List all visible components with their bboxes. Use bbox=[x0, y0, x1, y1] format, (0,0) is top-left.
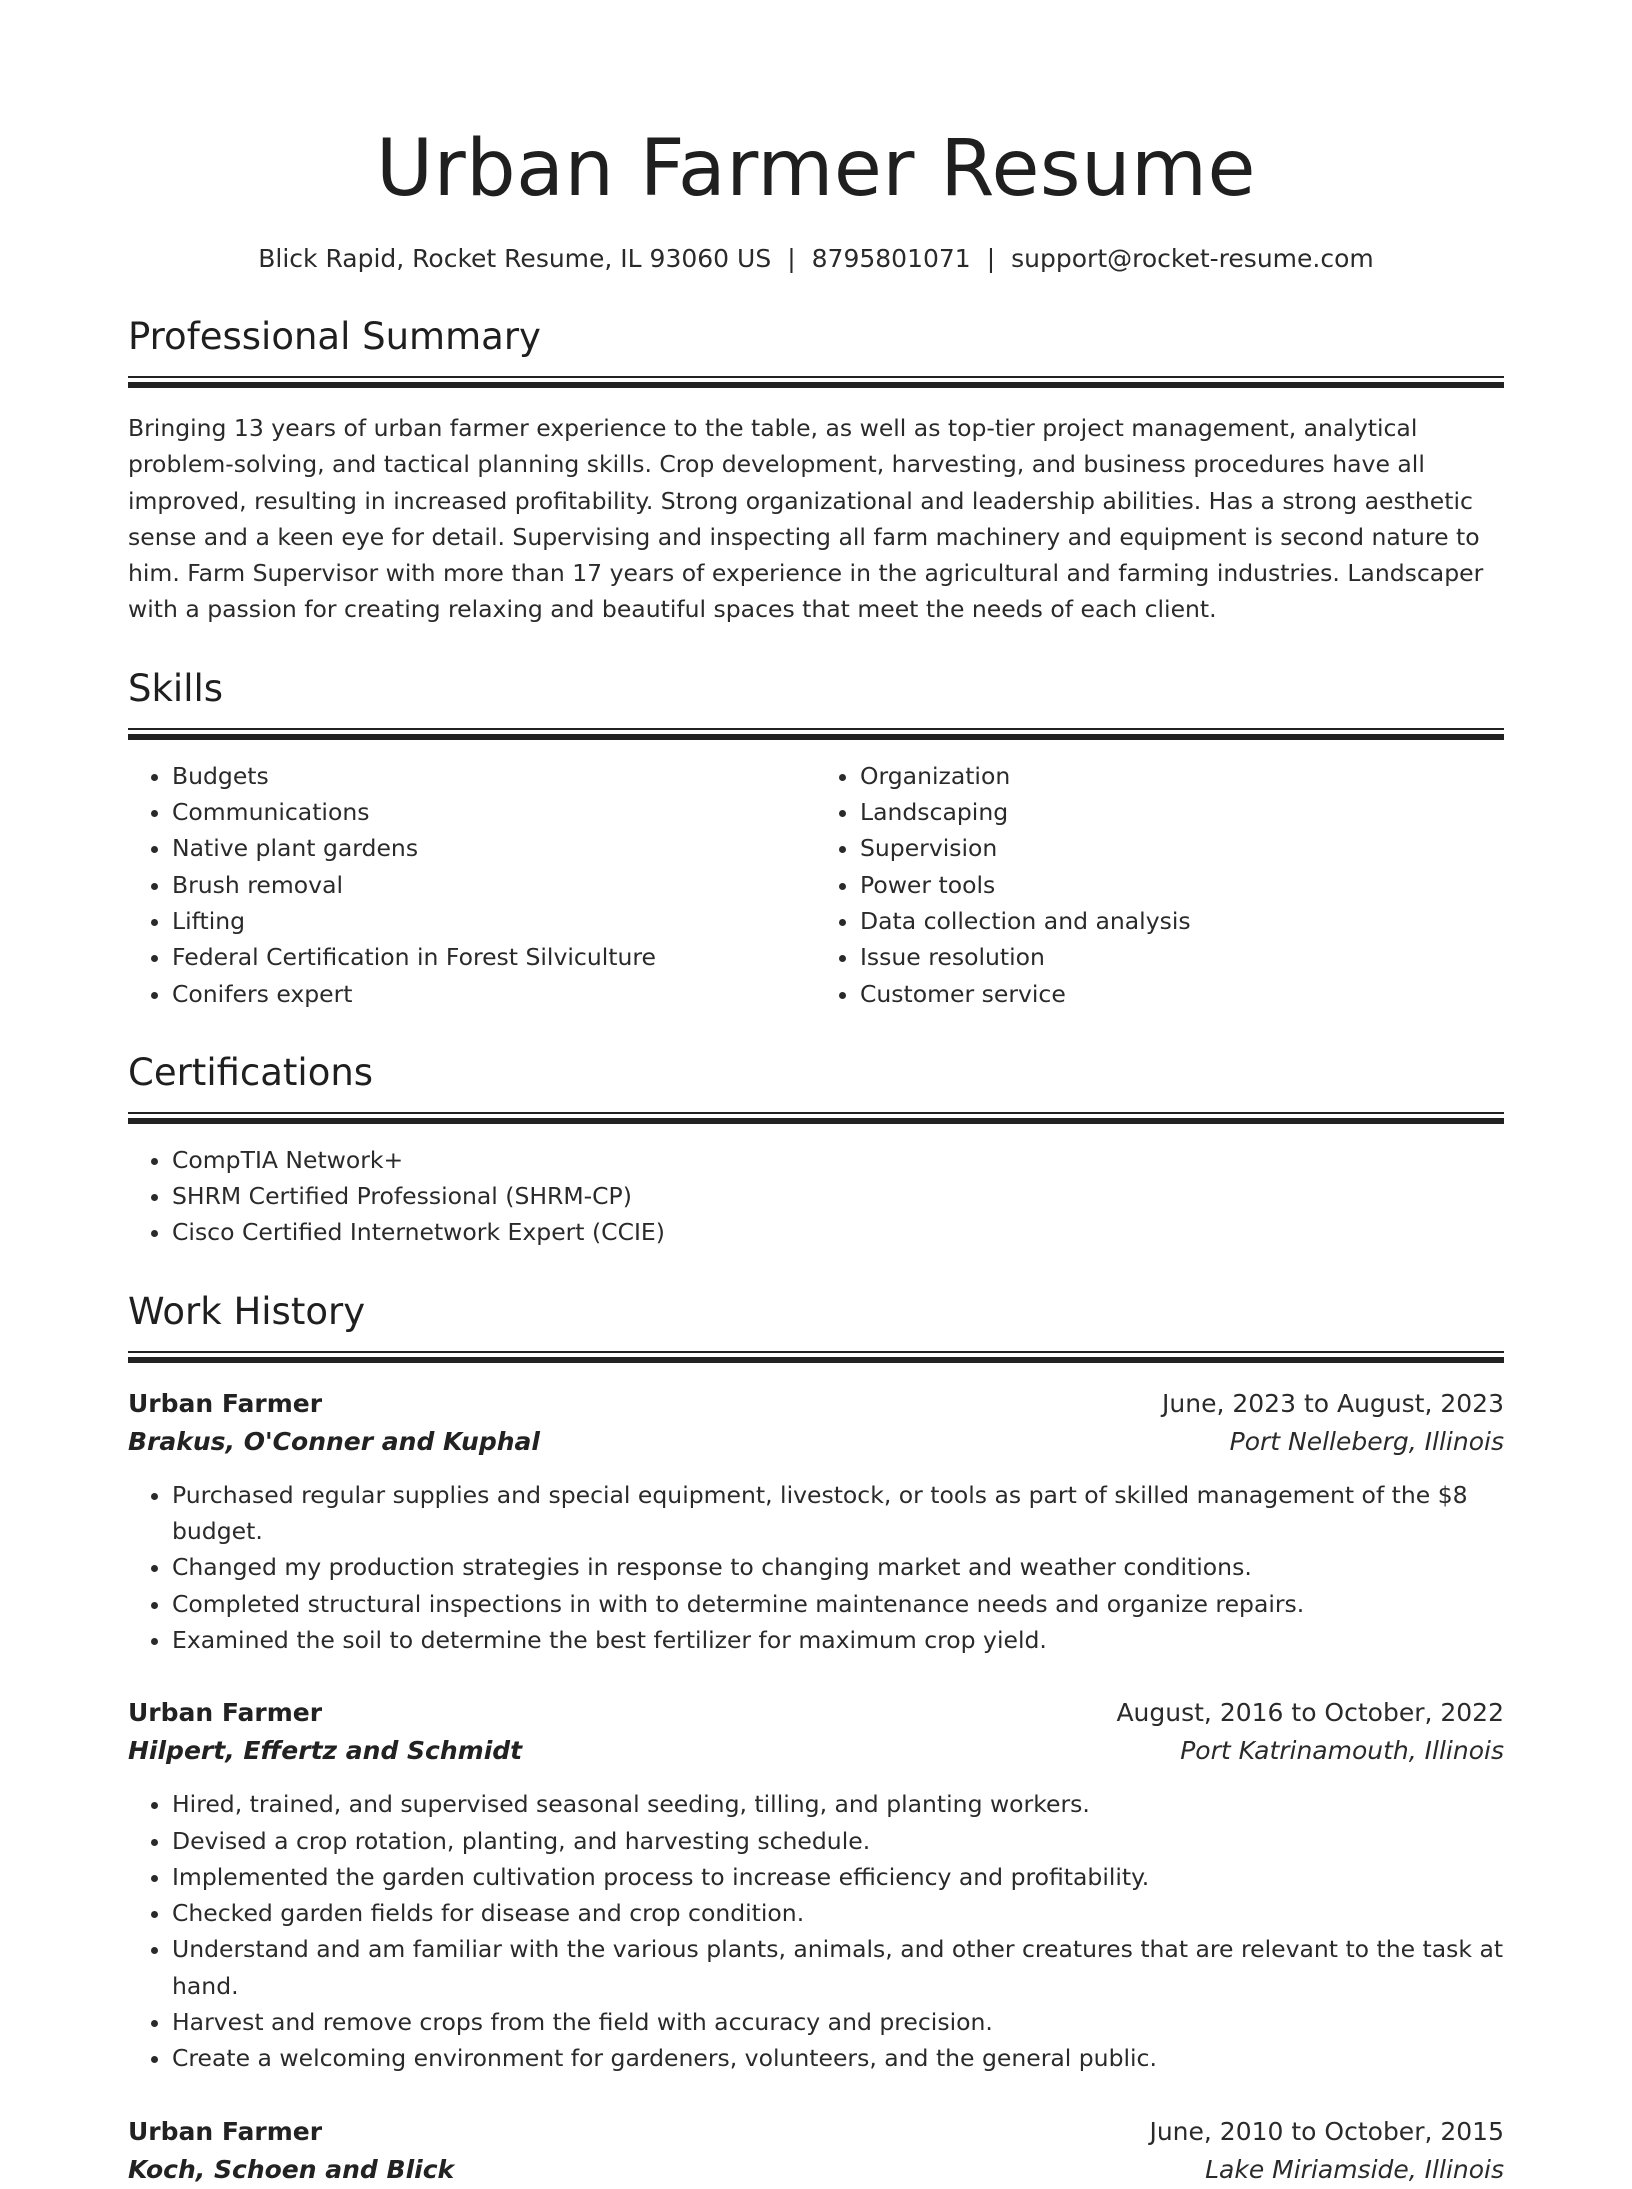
section-divider bbox=[128, 376, 1504, 388]
job-location: Port Katrinamouth, Illinois bbox=[1180, 1736, 1504, 1766]
section-heading-summary: Professional Summary bbox=[128, 315, 541, 358]
section-divider bbox=[128, 728, 1504, 740]
summary-section bbox=[128, 314, 1504, 628]
certification-item: • Cisco Certified Internetwork Expert (CCIE) bbox=[172, 1214, 1504, 1250]
section-heading-skills: Skills bbox=[128, 666, 224, 710]
job-bullet: • Devised a crop rotation, planting, and harvesting schedule. bbox=[172, 1823, 1504, 1859]
job-bullet: • Harvest and remove crops from the field with accuracy and precision. bbox=[172, 2004, 1504, 2040]
job-entry bbox=[128, 2113, 1504, 2189]
skill-item: • Conifers expert bbox=[172, 976, 816, 1012]
skill-item: • Communications bbox=[172, 794, 816, 830]
resume-title: Urban Farmer Resume bbox=[376, 124, 1256, 214]
job-location: Lake Miriamside, Illinois bbox=[1205, 2154, 1504, 2184]
job-bullet: • Examined the soil to determine the best fertilizer for maximum crop yield. bbox=[172, 1622, 1504, 1658]
job-company-row bbox=[128, 1423, 1504, 1461]
section-divider bbox=[128, 1351, 1504, 1363]
skill-item: • Landscaping bbox=[860, 794, 1504, 830]
skill-item: • Organization bbox=[860, 758, 1504, 794]
skill-item: • Customer service bbox=[860, 976, 1504, 1012]
contact-email: support@rocket-resume.com bbox=[1011, 244, 1374, 273]
job-bullet: • Implemented the garden cultivation process to increase efficiency and profitability. bbox=[172, 1859, 1504, 1895]
job-company-row bbox=[128, 2151, 1504, 2189]
skill-item: • Native plant gardens bbox=[172, 830, 816, 866]
job-bullet: • Completed structural inspections in with to determine maintenance needs and organize repairs. bbox=[172, 1586, 1504, 1622]
job-bullets bbox=[128, 1477, 1504, 1658]
job-dates: August, 2016 to October, 2022 bbox=[1116, 1698, 1504, 1728]
job-company-row bbox=[128, 1732, 1504, 1770]
section-heading-work-history: Work History bbox=[128, 1289, 366, 1333]
skills-columns bbox=[128, 758, 1504, 1012]
certifications-section bbox=[128, 1050, 1504, 1251]
job-bullet: • Checked garden fields for disease and crop condition. bbox=[172, 1895, 1504, 1931]
certification-item: • CompTIA Network+ bbox=[172, 1142, 1504, 1178]
job-dates: June, 2010 to October, 2015 bbox=[1149, 2116, 1504, 2146]
work-history-section bbox=[128, 1289, 1504, 2189]
job-bullet: • Purchased regular supplies and special equipment, livestock, or tools as part of skilled management of the $8 budget. bbox=[172, 1477, 1504, 1550]
job-company: Koch, Schoen and Blick bbox=[128, 2154, 455, 2184]
job-bullet: • Hired, trained, and supervised seasonal seeding, tilling, and planting workers. bbox=[172, 1786, 1504, 1822]
job-header-row bbox=[128, 2113, 1504, 2151]
skills-section bbox=[128, 666, 1504, 1012]
job-dates: June, 2023 to August, 2023 bbox=[1162, 1388, 1504, 1418]
section-heading-certifications: Certifications bbox=[128, 1050, 374, 1094]
skills-list-left bbox=[128, 758, 816, 1012]
certifications-list bbox=[128, 1142, 1504, 1251]
skill-item: • Data collection and analysis bbox=[860, 903, 1504, 939]
job-header-row bbox=[128, 1385, 1504, 1423]
certification-item: • SHRM Certified Professional (SHRM-CP) bbox=[172, 1178, 1504, 1214]
job-header-row bbox=[128, 1694, 1504, 1732]
skill-item: • Issue resolution bbox=[860, 939, 1504, 975]
job-company: Hilpert, Effertz and Schmidt bbox=[128, 1736, 523, 1766]
job-location: Port Nelleberg, Illinois bbox=[1229, 1426, 1504, 1456]
job-title: Urban Farmer bbox=[128, 2116, 323, 2146]
certifications-list-block bbox=[128, 1142, 1504, 1251]
job-bullet: • Changed my production strategies in response to changing market and weather conditions. bbox=[172, 1549, 1504, 1585]
contact-separator: | bbox=[986, 244, 996, 273]
skills-left-column bbox=[128, 758, 816, 1012]
job-entry bbox=[128, 1694, 1504, 2076]
job-title: Urban Farmer bbox=[128, 1698, 323, 1728]
section-divider bbox=[128, 1112, 1504, 1124]
skill-item: • Brush removal bbox=[172, 867, 816, 903]
job-title: Urban Farmer bbox=[128, 1388, 323, 1418]
skill-item: • Power tools bbox=[860, 867, 1504, 903]
contact-separator: | bbox=[787, 244, 796, 273]
job-entry bbox=[128, 1385, 1504, 1658]
job-company: Brakus, O'Conner and Kuphal bbox=[128, 1426, 540, 1456]
skill-item: • Supervision bbox=[860, 830, 1504, 866]
job-bullet: • Understand and am familiar with the various plants, animals, and other creatures that are relevant to the task at hand. bbox=[172, 1931, 1504, 2004]
job-bullets bbox=[128, 1786, 1504, 2076]
skill-item: • Lifting bbox=[172, 903, 816, 939]
contact-phone: 8795801071 bbox=[811, 244, 971, 273]
skill-item: • Federal Certification in Forest Silviculture bbox=[172, 939, 816, 975]
skills-list-right bbox=[816, 758, 1504, 1012]
contact-address: Blick Rapid, Rocket Resume, IL 93060 US bbox=[258, 244, 772, 273]
contact-line bbox=[128, 242, 1504, 276]
job-bullet: • Create a welcoming environment for gardeners, volunteers, and the general public. bbox=[172, 2040, 1504, 2076]
summary-text: Bringing 13 years of urban farmer experience to the table, as well as top-tier project management, analytical problem-solving, and tactical planning skills. Crop development, harvesting, and business procedures have all improved, resulting in increased profitability. Strong organizational and leadership abilities. Has a strong aesthetic sense and a keen eye for detail. Supervising and inspecting all farm machinery and equipment is second nature to him. Farm Supervisor with more than 17 years of experience in the agricultural and farming industries. Landscaper with a passion for creating relaxing and beautiful spaces that meet the needs of each client. bbox=[128, 414, 1484, 624]
skill-item: • Budgets bbox=[172, 758, 816, 794]
skills-right-column bbox=[816, 758, 1504, 1012]
